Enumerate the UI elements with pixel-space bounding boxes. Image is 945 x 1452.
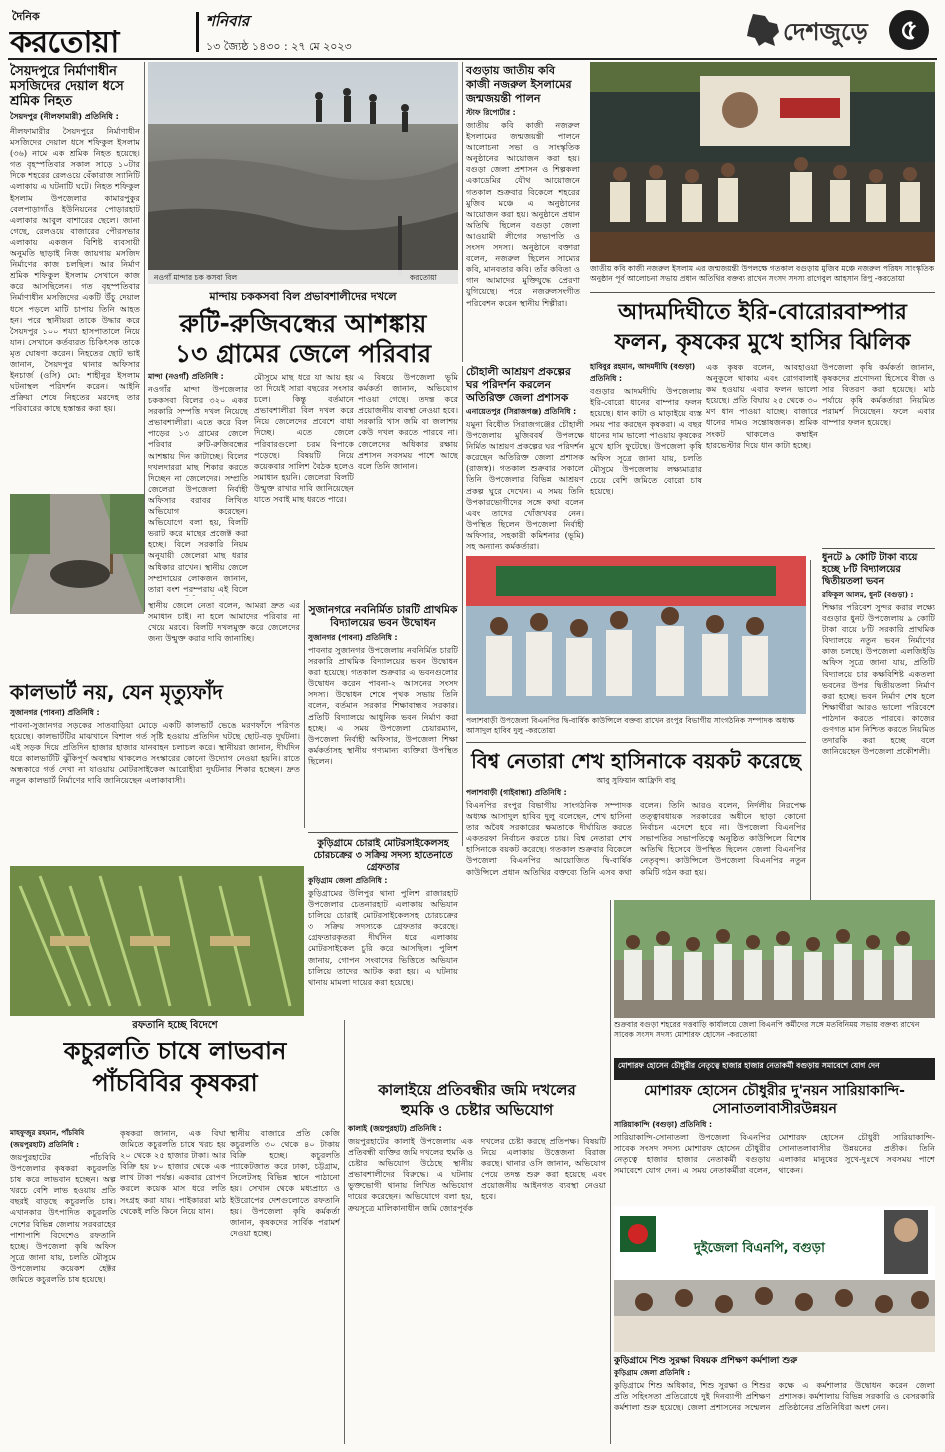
culvert-photo	[10, 494, 144, 614]
story-headline: কুড়িগ্রামে শিশু সুরক্ষা বিষয়ক প্রশিক্ষণ কর্মশালা শুরু	[614, 1356, 798, 1366]
weekday: শনিবার	[206, 12, 250, 30]
logo-small-text: দৈনিক	[12, 10, 40, 23]
story-body: যমুনা বিধৌত সিরাজগঞ্জের চৌহালী উপজেলায় মুজিববর্ষ উপলক্ষে নির্মিত আশ্রয়ণ প্রকল্পের ঘর পরিদর্শন করেছেন অতিরিক্ত জেলা প্রশাসক (রাজস্ব)। গতকাল শুক্রবার সকালে তিনি উপজেলার বিভিন্ন আশ্রয়ণ প্রকল্প ঘুরে দেখেন। এ সময় তিনি উপকারভোগীদের সঙ্গে কথা বলেন এবং তাদের খোঁজখবর নেন। উপস্থিত ছিলেন উপজেলা নির্বাহী অফিসার, সহকারী কমিশনার (ভূমি) সহ অন্যান্য কর্মকর্তারা।	[466, 419, 584, 552]
story-body-b: মৌসুমে মাছ ধরে যা আয় হয় তা দিয়েই সারা বছরের সংসার চলে। কিন্তু বর্তমানে প্রভাবশালীরা বিল দখল করে নিয়ে জেলেদের প্রবেশে বাধা দিচ্ছে। এতে জেলে পরিবারগুলো চরম বিপাকে পড়েছে। বিষয়টি নিয়ে কয়েকবার সালিশ বৈঠক হলেও সমাধান হয়নি। জেলেরা বিলটি উন্মুক্ত রাখার দাবি জানিয়েছেন যাতে সবাই মাছ ধরতে পারে।	[254, 372, 354, 505]
story-kicker: মান্দায় চককসবা বিল প্রভাবশালীদের দখলে	[209, 290, 397, 303]
story-headline-line2: ১৩ গ্রামের জেলে পরিবার	[174, 339, 432, 368]
story-child-protection	[614, 1356, 935, 1444]
kachurlati-photo	[10, 866, 304, 1016]
story-body-b: এক কৃষক বলেন, আবহাওয়া অনুকূলে থাকায় এবং রোগবালাই কম হওয়ায় এবার ফলন ভালো হয়েছে। প্রতি বিঘায় ২৫ থেকে ৩০ মণ ধান পাওয়া যাচ্ছে। বাজারে ধানের দামও সন্তোষজনক। শ্রমিক সংকট থাকলেও কম্বাইন হারভেস্টার দিয়ে ধান কাটা হচ্ছে।	[706, 362, 818, 450]
story-byline: কুড়িগ্রাম জেলা প্রতিনিধি :	[308, 876, 388, 885]
nazrul-event-photo	[590, 62, 935, 262]
date-line: ১৩ জ্যৈষ্ঠ ১৪৩০ : ২৭ মে ২০২৩	[206, 40, 352, 53]
kachurlati-image	[10, 866, 304, 1016]
story-body-d: স্থানীয় জেলে নেতা বলেন, আমরা দ্রুত এর সমাধান চাই। না হলে আমাদের পরিবার না খেয়ে মরবে। বিলটি দখলমুক্ত করে জেলেদের জন্য উন্মুক্ত করার দাবি জানাচ্ছি।	[148, 600, 300, 644]
story-chauhali	[466, 366, 584, 559]
column-rule	[462, 366, 463, 846]
story-headline: সুজানগরে নবনির্মিত চারটি প্রাথমিক বিদ্যালয়ের ভবন উদ্বোধন	[308, 604, 458, 629]
story-adamdighi	[590, 298, 935, 358]
mosharraf-rally-image	[614, 1206, 935, 1352]
story-body: পাবনার সুজানগর উপজেলায় নবনির্মিত চারটি সরকারি প্রাথমিক বিদ্যালয়ের ভবন উদ্বোধন করা হয়েছে। গতকাল শুক্রবার এ ভবনগুলোর উদ্বোধন করেন পাবনা-২ আসনের সংসদ সদস্য। উদ্বোধন শেষে পৃথক সভায় তিনি বলেন, বর্তমান সরকার শিক্ষাবান্ধব সরকার। প্রতিটি বিদ্যালয়ে আধুনিক ভবন নির্মাণ করা হচ্ছে। এ সময় উপজেলা চেয়ারম্যান, উপজেলা নির্বাহী অফিসার, উপজেলা শিক্ষা কর্মকর্তাসহ স্থানীয় গণ্যমান্য ব্যক্তিরা উপস্থিত ছিলেন।	[308, 645, 458, 766]
story-byline: সুজানগর (পাবনা) প্রতিনিধি :	[10, 708, 100, 717]
story-byline: হাবিবুর রহমান, আদমদীঘি (বগুড়া) প্রতিনিধি :	[590, 362, 696, 383]
story-headline-line2: পাঁচবিবির কৃষকরা	[92, 1069, 258, 1097]
story-byline: স্টাফ রিপোর্টার :	[466, 108, 516, 117]
story-reporter: আবু সুফিয়ান আফ্রিদি বাবু	[596, 776, 676, 785]
photo-caption-right: করতোয়া	[410, 273, 437, 282]
section-rule	[822, 548, 935, 549]
story-body: জয়পুরহাটের কালাই উপজেলায় এক প্রতিবন্ধী ব্যক্তির জমি দখলের হুমকি ও চেষ্টার অভিযোগ উঠেছে স্থানীয় প্রভাবশালীদের বিরুদ্ধে। এ ঘটনায় ভুক্তভোগী থানায় লিখিত অভিযোগ দায়ের করেছেন। অভিযোগে বলা হয়, ক্রয়সূত্রে মালিকানাধীন জমি জোরপূর্বক দখলের চেষ্টা করছে প্রতিপক্ষ। বিষয়টি নিয়ে এলাকায় উত্তেজনা বিরাজ করছে। থানার ওসি জানান, অভিযোগ পেয়ে তদন্ত শুরু করা হয়েছে এবং প্রয়োজনীয় আইনগত ব্যবস্থা নেওয়া হবে।	[348, 1136, 606, 1213]
section-rule	[466, 742, 806, 743]
story-headline-line2: ফলন, কৃষকের মুখে হাসির ঝিলিক	[614, 330, 911, 355]
section-rule	[308, 832, 458, 833]
story-kachurlati-col1	[10, 1128, 116, 1442]
photo-caption-left: নওগাঁ মান্দার চক কসবা বিল	[154, 273, 238, 282]
story-headline: কালভার্ট নয়, যেন মৃত্যুফাঁদ	[10, 680, 223, 704]
story-kachurlati	[10, 1018, 340, 1099]
story-body-c: উপজেলা কৃষি কর্মকর্তা জানান, কৃষকদের প্রণোদনা হিসেবে বীজ ও সার বিতরণ করা হয়েছে। মাঠ পর্যায়ে কৃষি কর্মকর্তারা নিয়মিত পরামর্শ দিয়েছেন। ফলে এবার বাম্পার ফলন হয়েছে।	[822, 362, 935, 428]
column-rule	[344, 1020, 345, 1444]
column-rule	[810, 560, 811, 900]
story-byline: রফিকুল আলম, ধুনট (বগুড়া) :	[822, 590, 914, 599]
beel-photo-image	[148, 62, 458, 284]
story-schools-sujanagar	[308, 604, 458, 807]
story-byline: সুজানগর (পাবনা) প্রতিনিধি :	[308, 633, 398, 642]
story-body-c: এ বিষয়ে উপজেলা ভূমি কর্মকর্তা জানান, অভিযোগ পাওয়া গেছে। তদন্ত করে প্রয়োজনীয় ব্যবস্থা নেওয়া হবে। সরকারি খাস জমি বা জলাশয় কেউ দখল করতে পারবে না। জেলেদের অধিকার রক্ষায় প্রশাসন সবসময় পাশে আছে বলে তিনি জানান।	[358, 372, 458, 471]
column-rule	[610, 900, 611, 1444]
bangladesh-map-icon	[743, 12, 783, 48]
story-kalai	[348, 1080, 606, 1400]
story-dhunat-schools	[822, 552, 935, 920]
story-headline-line1: কচুরলতি চাষে লাভবান	[63, 1037, 287, 1065]
story-kicker: রফতানি হচ্ছে বিদেশে	[132, 1020, 218, 1031]
story-adamdighi-col2	[706, 362, 818, 544]
story-kicker-bar	[614, 1058, 935, 1080]
masthead-divider	[196, 12, 199, 52]
story-mosharraf	[614, 1082, 935, 1210]
story-culvert	[10, 680, 300, 838]
story-body-c: স্থানীয় বাজারে প্রতি কেজি কচুরলতি ৩০ থেকে ৪০ টাকায় বিক্রি হচ্ছে। কচুরলতি প্যাকেটজাত করে ঢাকা, চট্টগ্রাম, সিলেটসহ বিভিন্ন স্থানে পাঠানো হয়। সেখান থেকে মধ্যপ্রাচ্য ও ইউরোপের দেশগুলোতে রফতানি হয়। উপজেলা কৃষি কর্মকর্তা জানান, কৃষকদের সার্বিক পরামর্শ দেওয়া হচ্ছে।	[230, 1128, 340, 1238]
story-headline-line2: হুমকি ও চেষ্টার অভিযোগ	[400, 1101, 554, 1119]
story-headline: বগুড়ায় জাতীয় কবি কাজী নজরুল ইসলামের জন্মজয়ন্তী পালন	[466, 64, 572, 105]
beel-photo	[148, 62, 458, 284]
crowd-image	[614, 900, 935, 1018]
story-kachurlati-col2	[120, 1128, 226, 1440]
story-byline: এনায়েতপুর (সিরাজগঞ্জ) প্রতিনিধি :	[466, 407, 577, 416]
masthead	[8, 4, 937, 60]
rally-photo-caption: পলাশবাড়ী উপজেলা বিএনপির দ্বি-বার্ষিক কাউন্সিলে বক্তব্য রাখেন রংপুর বিভাগীয় সাংগঠনিক সম্পাদক অধ্যক্ষ আসাদুল হাবিব দুলু -করতোয়া	[466, 716, 795, 735]
section-header	[739, 6, 929, 52]
story-byline: কুড়িগ্রাম জেলা প্রতিনিধি :	[614, 1368, 691, 1377]
rally-image	[466, 556, 806, 714]
story-motorcycle-thieves	[308, 838, 458, 986]
story-adamdighi-col1	[590, 362, 702, 554]
crowd-photo	[614, 900, 935, 1018]
section-title: দেশজুড়ে	[783, 18, 868, 46]
story-byline: মান্দা (নওগাঁ) প্রতিনিধি :	[148, 372, 224, 381]
story-body: পাবনা-সুজানগর সড়কের সাতবাড়িয়া মোড়ে একটি কালভার্ট ভেঙে মরণফাঁদে পরিণত হয়েছে। কালভার্টটির মাঝখানে বিশাল গর্ত সৃষ্টি হওয়ায় প্রতিদিন ঘটছে ছোট-বড় দুর্ঘটনা। এই সড়ক দিয়ে প্রতিদিন হাজার হাজার যানবাহন চলাচল করে। স্থানীয়রা জানান, দীর্ঘদিন ধরে কালভার্টটি ঝুঁকিপূর্ণ অবস্থায় থাকলেও সংস্কারের কোনো উদ্যোগ নেওয়া হয়নি। রাতে অন্ধকারে গর্ত দেখা না যাওয়ায় মোটরসাইকেল আরোহীরা দুর্ঘটনার শিকার হচ্ছেন। দ্রুত নতুন কালভার্ট নির্মাণের দাবি জানিয়েছেন এলাকাবাসী।	[10, 720, 300, 786]
story-beel-col1	[148, 372, 248, 596]
story-mosque-wall	[10, 64, 140, 546]
story-adamdighi-col3	[822, 362, 935, 544]
story-headline: সৈয়দপুরে নির্মাণাধীন মসজিদের দেয়াল ধসে শ্রমিক নিহত	[10, 64, 124, 109]
story-headline: বিশ্ব নেতারা শেখ হাসিনাকে বয়কট করেছে	[471, 749, 801, 773]
page-number: ৫	[889, 10, 929, 50]
story-headline: মোশারফ হোসেন চৌধুরীর দু'নয়ন সারিয়াকান্দি-সোনাতলাবাসীরউন্নয়ন	[644, 1083, 905, 1117]
story-body: সারিয়াকান্দি-সোনাতলা উপজেলা বিএনপির সাবেক সংসদ সদস্য মোশারফ হোসেন চৌধুরীর নেতৃত্বে হাজার হাজার নেতাকর্মী বগুড়ায় সমাবেশে যোগ দেন। এ সময় নেতাকর্মীরা বলেন, মোশারফ হোসেন চৌধুরী সারিয়াকান্দি-সোনাতলাবাসীর উন্নয়নের প্রতীক। তিনি এলাকার মানুষের সুখে-দুঃখে সবসময় পাশে থাকেন।	[614, 1132, 935, 1176]
section-rule	[590, 292, 935, 293]
story-byline: মাহফুজুর রহমান, পাঁচবিবি (জয়পুরহাট) প্রতিনিধি :	[10, 1128, 85, 1149]
story-body-b: কৃষকরা জানান, এক বিঘা জমিতে কচুরলতি চাষে খরচ হয় ২০ থেকে ২৫ হাজার টাকা। আর বিক্রি হয় ৮০ হাজার থেকে এক লাখ টাকা পর্যন্ত। একবার রোপণ করলে কয়েক মাস ধরে লতি সংগ্রহ করা যায়। পাইকাররা মাঠ থেকেই লতি কিনে নিয়ে যান।	[120, 1128, 226, 1216]
story-body: বিএনপির রংপুর বিভাগীয় সাংগঠনিক সম্পাদক অধ্যক্ষ আসাদুল হাবিব দুলু বলেছেন, শেখ হাসিনা তার অবৈধ সরকারের ক্ষমতাকে দীর্ঘায়িত করতে একতরফা নির্বাচন করতে চায়। বিশ্ব নেতারা শেখ হাসিনাকে বয়কট করেছে। গতকাল শুক্রবার বিকেলে উপজেলা বিএনপির আয়োজিত দ্বি-বার্ষিক কাউন্সিলে প্রধান অতিথির বক্তব্যে তিনি এসব কথা বলেন। তিনি আরও বলেন, নির্দলীয় নিরপেক্ষ তত্ত্বাবধায়ক সরকারের অধীনে ছাড়া কোনো নির্বাচন এদেশে হবে না। উপজেলা বিএনপির সভাপতির সভাপতিত্বে অনুষ্ঠিত কাউন্সিলে বিশেষ অতিথি হিসেবে উপস্থিত ছিলেন জেলা বিএনপির নেতৃবৃন্দ। কাউন্সিলে উপজেলা বিএনপির নতুন কমিটি গঠন করা হয়।	[466, 800, 806, 877]
column-rule	[304, 600, 305, 828]
story-body: শিক্ষার পরিবেশ সুন্দর করার লক্ষ্যে বগুড়ার ধুনট উপজেলায় ৯ কোটি টাকা ব্যয়ে ৮টি সরকারি প্রাথমিক বিদ্যালয়ে নতুন ভবন নির্মাণের কাজ চলছে। উপজেলা এলজিইডি অফিস সূত্রে জানা যায়, প্রতিটি বিদ্যালয়ে চার কক্ষবিশিষ্ট একতলা ভবনের উপর দ্বিতীয়তলা নির্মাণ করা হচ্ছে। ভবন নির্মাণ শেষ হলে শিক্ষার্থীরা আরও ভালো পরিবেশে পাঠদান করতে পারবে। কাজের গুণগত মান নিশ্চিত করতে নিয়মিত তদারকি করা হচ্ছে বলে জানিয়েছেন উপজেলা প্রকৌশলী।	[822, 602, 935, 757]
story-beel-col3	[358, 372, 458, 596]
story-body-a: নওগাঁর মান্দা উপজেলার চককসবা বিলের ৩২০ একর সরকারি সম্পত্তি দখল নিয়েছে প্রভাবশালীরা। এতে করে বিল পাড়ের ১৩ গ্রামের জেলে পরিবার রুটি-রুজিবন্ধের আশঙ্কায় দিন কাটাচ্ছে। বিলের দখলদাররা মাছ শিকার করতে দিচ্ছেন না জেলেদের। সম্প্রতি জেলেরা উপজেলা নির্বাহী অফিসার বরাবর লিখিত অভিযোগ করেছেন। অভিযোগে বলা হয়, বিলটি ভরাট করে মাছের প্রজেক্ট করা হচ্ছে। বিলে সরকারি নিয়ম অনুযায়ী জেলেরা মাছ ধরার অধিকার রাখেন। স্থানীয় জেলে সম্প্রদায়ের লোকজন জানান, তারা বংশ পরম্পরায় এই বিলে	[148, 384, 248, 594]
story-nazrul	[466, 64, 580, 334]
crowd-photo-caption: শুক্রবার বগুড়া শহরের দত্তবাড়ি কার্যালয়ে জেলা বিএনপি কর্মীদের সঙ্গে মতবিনিময় সভায় বক্তব্য রাখেন সাবেক সংসদ সদস্য মোশারফ হোসেন -করতোয়া	[614, 1020, 920, 1039]
story-headline-line1: রুটি-রুজিবন্ধের আশঙ্কায়	[179, 309, 427, 338]
culvert-image	[10, 494, 144, 614]
story-byline: পলাশবাড়ী (গাইবান্ধা) প্রতিনিধি :	[466, 788, 567, 797]
banner-text: দুইজেলা বিএনপি, বগুড়া	[694, 1241, 825, 1256]
story-headline-line1: আদমদিঘীতে ইরি-বোরোরবাম্পার	[618, 300, 907, 325]
story-beel-col2	[254, 372, 354, 596]
story-byline: সারিয়াকান্দি (বগুড়া) প্রতিনিধি :	[614, 1120, 712, 1129]
nazrul-photo-caption: জাতীয় কবি কাজী নজরুল ইসলাম এর জন্মজয়ন্তী উপলক্ষে গতকাল বগুড়ায় মুজিব মঞ্চে নজরুল পরিষদ সাংস্কৃতিক অনুষ্ঠান পূর্ব আলোচনা সভায় প্রধান অতিথির বক্তব্য রাখেন সংসদ সদস্য রাগেবুল আহসান রিপু -করতোয়া	[590, 264, 935, 283]
column-rule	[462, 62, 463, 362]
story-headline: ধুনটে ৯ কোটি টাকা ব্যয়ে হচ্ছে ৮টি বিদ্যালয়ের দ্বিতীয়তলা ভবন	[822, 552, 918, 587]
newspaper-logo	[8, 8, 184, 60]
story-body: কুড়িগ্রামে শিশু অধিকার, শিশু সুরক্ষা ও শিশুর প্রতি সহিংসতা প্রতিরোধে দুই দিনব্যাপী প্রশিক্ষণ কর্মশালা শুরু হয়েছে। জেলা প্রশাসনের সম্মেলন কক্ষে এ কর্মশালার উদ্বোধন করেন জেলা প্রশাসক। কর্মশালায় বিভিন্ন সরকারি ও বেসরকারি প্রতিষ্ঠানের প্রতিনিধিরা অংশ নেন।	[614, 1380, 935, 1413]
mosharraf-rally-photo	[614, 1206, 935, 1352]
story-body: কুড়িগ্রামের উলিপুর থানা পুলিশ রাজারহাট উপজেলার চেতনারহাট এলাকায় অভিযান চালিয়ে চোরাই মোটরসাইকেলসহ চোরচক্রের ৩ সক্রিয় সদস্যকে গ্রেফতার করেছে। গ্রেফতারকৃতরা দীর্ঘদিন ধরে এলাকায় মোটরসাইকেল চুরি করে আসছিল। পুলিশ জানায়, গোপন সংবাদের ভিত্তিতে অভিযান চালিয়ে তাদের আটক করা হয়। এ ঘটনায় থানায় মামলা দায়ের করা হয়েছে।	[308, 888, 458, 986]
rally-photo	[466, 556, 806, 714]
story-headline: চৌহালী আশ্রয়ণ প্রকল্পের ঘর পরিদর্শন করলেন অতিরিক্ত জেলা প্রশাসক	[466, 366, 571, 404]
story-byline: কালাই (জয়পুরহাট) প্রতিনিধি :	[348, 1124, 442, 1133]
story-body-a: জয়পুরহাটের পাঁচবিবি উপজেলার কৃষকরা কচুরলতি চাষ করে লাভবান হচ্ছেন। অল্প খরচে বেশি লাভ হওয়ায় প্রতি বছরই বাড়ছে কচুরলতি চাষ। এখানকার উৎপাদিত কচুরলতি দেশের বিভিন্ন জেলায় সরবরাহের পাশাপাশি বিদেশেও রফতানি হচ্ছে। উপজেলা কৃষি অফিস সূত্রে জানা যায়, চলতি মৌসুমে উপজেলায় কয়েকশ হেক্টর জমিতে কচুরলতি চাষ হয়েছে।	[10, 1152, 116, 1285]
story-beel-col4	[148, 600, 300, 674]
story-byline: সৈয়দপুর (নীলফামারী) প্রতিনিধি :	[10, 112, 119, 121]
story-beel-occupation	[148, 288, 458, 369]
story-headline-line1: কালাইয়ে প্রতিবন্ধীর জমি দখলের	[378, 1081, 576, 1099]
story-kachurlati-col3	[230, 1128, 340, 1440]
logo-name: করতোয়া	[10, 25, 119, 60]
nazrul-event-image	[590, 62, 935, 262]
story-headline: কুড়িগ্রামে চোরাই মোটরসাইকেলসহ চোরচক্রের ৩ সক্রিয় সদস্য হাতেনাতে গ্রেফতার	[313, 838, 453, 873]
date-block	[206, 10, 352, 57]
story-body: জাতীয় কবি কাজী নজরুল ইসলামের জন্মজয়ন্তী পালনে আলোচনা সভা ও সাংস্কৃতিক অনুষ্ঠানের আয়োজন করা হয়। বগুড়া জেলা প্রশাসন ও শিল্পকলা একাডেমির যৌথ আয়োজনে গতকাল শুক্রবার বিকেলে শহরের মুজিব মঞ্চে এ অনুষ্ঠানের আয়োজন করা হয়। অনুষ্ঠানে প্রধান অতিথি ছিলেন বগুড়া জেলা আওয়ামী লীগের সভাপতি ও সংসদ সদস্য। অনুষ্ঠানে বক্তারা বলেন, নজরুল ছিলেন সাম্যের কবি, মানবতার কবি। তাঁর কবিতা ও গান আমাদের মুক্তিযুদ্ধে প্রেরণা যুগিয়েছে। পরে নজরুলসংগীত পরিবেশন করেন স্থানীয় শিল্পীরা।	[466, 120, 580, 308]
story-body-a: বগুড়ার আদমদীঘি উপজেলায় ইরি-বোরো ধানের বাম্পার ফলন হয়েছে। ধান কাটা ও মাড়াইয়ে ব্যস্ত সময় পার করছেন কৃষকরা। এ বছর ধানের দাম ভালো পাওয়ায় কৃষকের মুখে হাসি ফুটেছে। উপজেলা কৃষি অফিস সূত্রে জানা যায়, চলতি মৌসুমে উপজেলায় লক্ষ্যমাত্রার চেয়ে বেশি জমিতে বোরো চাষ হয়েছে।	[590, 386, 702, 496]
column-rule	[144, 62, 145, 612]
story-body: নীলফামারীর সৈয়দপুরে নির্মাণাধীন মসজিদের দেয়াল ধসে শফিকুল ইসলাম (৩৬) নামে এক শ্রমিক নিহত হয়েছে। গত বৃহস্পতিবার সকাল সাড়ে ১০টার দিকে শহরের রেলওয়ে বেঁকারাজ স্যানিটি এলাকায় এ ঘটনাটি ঘটে। নিহত শফিকুল ইসলাম উপজেলার কামারপুকুর বেলপাড়াগাঁও ইউনিয়নের পোড়ারহাট এলাকার আবুল বাশারের ছেলে। জানা গেছে, রেলওয়ে বাজারের পৌরসভার এলাকায় একজন বিশিষ্ট ব্যবসায়ী অনুমতি ছাড়াই নিজ জায়গায় মসজিদ নির্মাণের কাজ চলছিল। আর নির্মাণ শ্রমিক শফিকুল ইসলাম সেখানে কাজ করে আসছিলেন। গত বৃহস্পতিবার নির্মাণাধীন মসজিদের একটি উঁচু দেয়াল ধসে পড়লে মাটি চাপায় তিনি আহত হন। পরে স্থানীয়রা তাকে উদ্ধার করে সৈয়দপুর ১০০ শয্যা হাসপাতালে নিয়ে যান। সেখানে কর্তব্যরত চিকিৎসক তাকে মৃত ঘোষণা করেন। নিহতের ছোট ভাই জানান, সৈয়দপুর থানার অফিসার ইনচার্জ (ওসি) মো: শাহীনুর ইসলাম ঘটনাস্থল পরিদর্শন করেন। আইনি প্রক্রিয়া শেষে নিহতের মরদেহ তার পরিবারের কাছে হস্তান্তর করা হয়।	[10, 126, 140, 414]
story-kicker: মোশারফ হোসেন চৌধুরীর নেতৃত্বে হাজার হাজার নেতাকর্মী বগুড়ায় সমাবেশে যোগ দেন	[618, 1061, 880, 1070]
